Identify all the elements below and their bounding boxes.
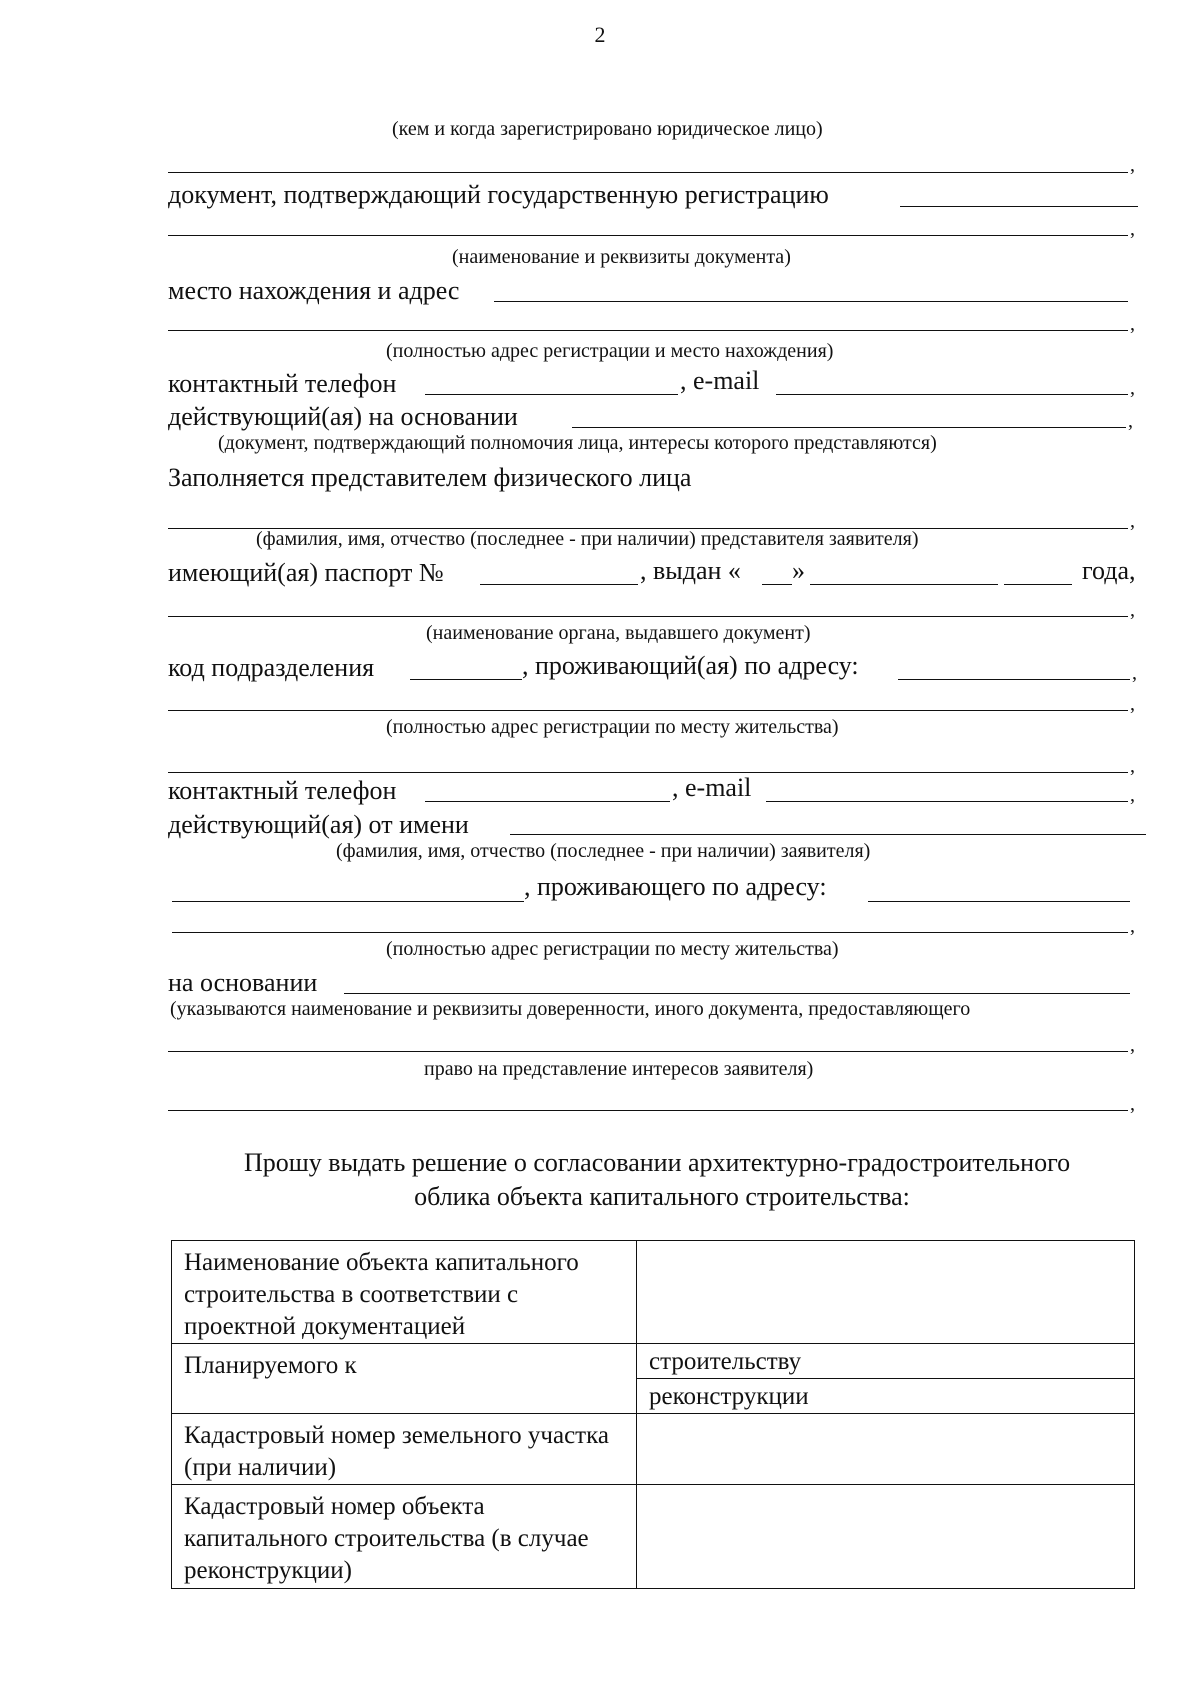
label-residing-applicant: , проживающего по адресу: (524, 872, 827, 901)
acting-for-field[interactable] (510, 834, 1146, 835)
label-passport: имеющий(ая) паспорт № (168, 558, 444, 587)
label-acting-for: действующий(ая) от имени (168, 810, 469, 839)
issued-year-field[interactable] (1004, 584, 1072, 585)
comma: , (1130, 599, 1135, 621)
comma: , (1128, 410, 1133, 432)
location-field[interactable] (494, 301, 1128, 302)
comma: , (1130, 1034, 1135, 1056)
on-basis-field[interactable] (344, 993, 1130, 994)
row2-label: Планируемого к (172, 1344, 637, 1414)
email-field[interactable] (776, 394, 1128, 395)
object-cadastral-cell[interactable] (637, 1485, 1135, 1589)
option-construction[interactable]: строительству (637, 1344, 1135, 1379)
page-number: 2 (594, 22, 606, 47)
comma: , (1130, 377, 1135, 399)
label-year: года, (1082, 556, 1136, 585)
caption-rep-name: (фамилия, имя, отчество (последнее - при наличии) представителя заявителя) (256, 528, 919, 550)
label-location: место нахождения и адрес (168, 276, 460, 305)
caption-registered: (кем и когда зарегистрировано юридическое лицо) (392, 118, 823, 140)
object-table (171, 1240, 1135, 1589)
caption-poa-line1: (указываются наименование и реквизиты доверенности, иного документа, предоставляющего (170, 998, 971, 1020)
label-issued: , выдан « (640, 556, 741, 585)
issuer-field[interactable] (168, 616, 1128, 617)
object-name-cell[interactable] (637, 1241, 1135, 1344)
reg-doc-field-line2[interactable] (168, 235, 1128, 236)
comma: , (1130, 313, 1135, 335)
caption-poa-line2: право на представление интересов заявителя) (424, 1058, 814, 1080)
row1-label: Наименование объекта капитального строительства в соответствии с проектной документацией (172, 1241, 637, 1344)
comma: , (1130, 218, 1135, 240)
label-reg-doc: документ, подтверждающий государственную регистрацию (168, 180, 829, 209)
label-phone: контактный телефон (168, 776, 397, 805)
label-phone: контактный телефон (168, 369, 397, 398)
label-issued-close: » (792, 556, 805, 585)
location-field-line2[interactable] (168, 330, 1128, 331)
registration-line[interactable] (168, 172, 1128, 173)
division-code-field[interactable] (410, 679, 522, 680)
caption-authority: (документ, подтверждающий полномочия лица, интересы которого представляются) (218, 432, 937, 454)
comma: , (1130, 693, 1135, 715)
residence-field-line2[interactable] (168, 710, 1128, 711)
label-division-code: код подразделения (168, 653, 375, 682)
phone-field[interactable] (425, 394, 678, 395)
caption-residence: (полностью адрес регистрации по месту жительства) (386, 938, 839, 960)
caption-applicant-name: (фамилия, имя, отчество (последнее - при наличии) заявителя) (336, 840, 871, 862)
request-line2: облика объекта капитального строительства: (414, 1182, 910, 1211)
applicant-residence-field-line2[interactable] (172, 932, 1128, 933)
residence-field[interactable] (898, 679, 1130, 680)
option-reconstruction[interactable]: реконструкции (637, 1379, 1135, 1414)
rep-email-field[interactable] (766, 801, 1128, 802)
rep-phone-field[interactable] (425, 801, 670, 802)
row3-label: Кадастровый номер земельного участка (при наличии) (172, 1414, 637, 1485)
applicant-residence-field[interactable] (868, 901, 1130, 902)
comma: , (1130, 1093, 1135, 1115)
acting-basis-field[interactable] (572, 427, 1126, 428)
comma: , (1130, 510, 1135, 532)
label-email: , e-mail (672, 773, 752, 802)
caption-reg-doc: (наименование и реквизиты документа) (452, 246, 791, 268)
label-email: , e-mail (680, 366, 760, 395)
comma: , (1130, 154, 1135, 176)
request-line1: Прошу выдать решение о согласовании архитектурно-градостроительного (244, 1148, 1071, 1177)
passport-number-field[interactable] (480, 584, 638, 585)
comma: , (1132, 662, 1137, 684)
comma: , (1130, 915, 1135, 937)
caption-residence: (полностью адрес регистрации по месту жительства) (386, 716, 839, 738)
label-residing: , проживающий(ая) по адресу: (522, 651, 859, 680)
issued-month-field[interactable] (810, 584, 998, 585)
land-cadastral-cell[interactable] (637, 1414, 1135, 1485)
applicant-name-field[interactable] (172, 901, 524, 902)
poa-field[interactable] (168, 1051, 1128, 1052)
label-acting-basis: действующий(ая) на основании (168, 402, 518, 431)
caption-location: (полностью адрес регистрации и место нахождения) (386, 340, 834, 362)
reg-doc-field[interactable] (900, 206, 1138, 207)
poa-field-line2[interactable] (168, 1110, 1128, 1111)
comma: , (1130, 755, 1135, 777)
residence-field-line3[interactable] (168, 772, 1128, 773)
comma: , (1130, 784, 1135, 806)
label-on-basis: на основании (168, 968, 318, 997)
section-representative: Заполняется представителем физического лица (168, 463, 692, 492)
caption-issuer: (наименование органа, выдавшего документ) (426, 622, 811, 644)
row4-label: Кадастровый номер объекта капитального строительства (в случае реконструкции) (172, 1485, 637, 1589)
issued-day-field[interactable] (762, 584, 792, 585)
